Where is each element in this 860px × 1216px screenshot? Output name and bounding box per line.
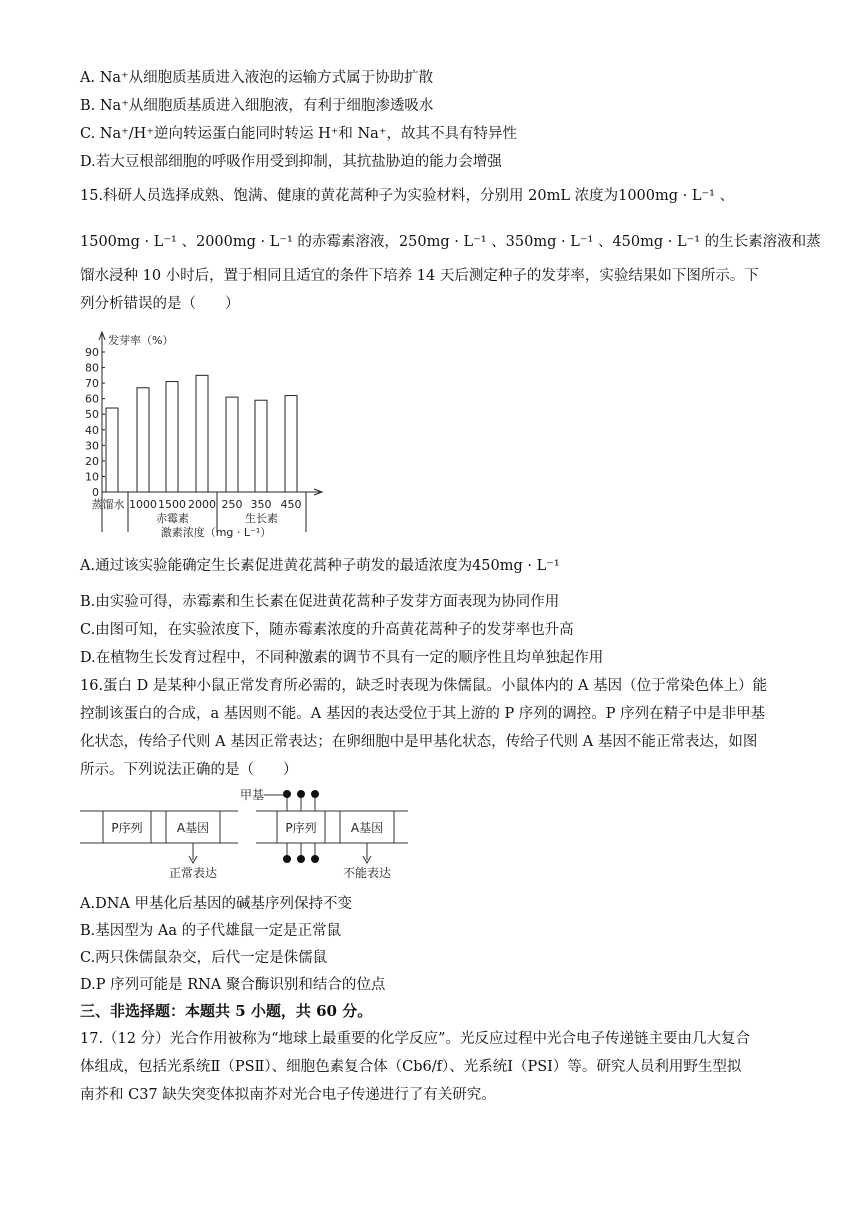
y-tick-label: 80	[85, 361, 99, 375]
y-tick-label: 10	[85, 470, 99, 484]
methylation-diagram	[78, 785, 413, 885]
bar-450	[285, 396, 297, 492]
a-gene-label-methylated: A基因	[350, 821, 384, 835]
y-tick-label: 50	[85, 408, 99, 422]
bar-2000	[196, 375, 208, 492]
x-category-label: 350	[250, 498, 272, 511]
x-category-label: 1500	[158, 498, 186, 511]
normal-expression-label: 正常表达	[168, 866, 218, 880]
p-sequence-label-methylated: P序列	[285, 821, 317, 835]
x-axis-label: 激素浓度（mg · L⁻¹）	[160, 526, 272, 539]
q15-option-b: B.由实验可得，赤霉素和生长素在促进黄花蒿种子发芽方面表现为协同作用	[80, 594, 560, 610]
methyl-group-dot	[311, 790, 319, 798]
y-tick-label: 20	[85, 454, 99, 468]
x-category-label: 450	[280, 498, 302, 511]
y-tick-label: 70	[85, 377, 99, 391]
q16-stem-line4: 所示。下列说法正确的是（ ）	[80, 762, 298, 778]
q16-option-a: A.DNA 甲基化后基因的碱基序列保持不变	[80, 896, 352, 912]
q16-option-c: C.两只侏儒鼠杂交，后代一定是侏儒鼠	[80, 950, 328, 966]
y-axis-label: 发芽率（%）	[108, 334, 174, 347]
q17-stem-line2: 体组成，包括光系统Ⅱ（PSⅡ）、细胞色素复合体（Cb6/f）、光系统Ⅰ（PSⅠ）等。研究人员利用野生型拟	[80, 1059, 742, 1075]
methyl-group-dot	[297, 790, 305, 798]
x-category-label: 1000	[129, 498, 157, 511]
q16-option-b: B.基因型为 Aa 的子代雄鼠一定是正常鼠	[80, 923, 342, 939]
y-tick-label: 90	[85, 346, 99, 359]
methylated-diagram	[240, 788, 408, 880]
no-expression-label: 不能表达	[342, 866, 392, 880]
x-category-label: 250	[221, 498, 243, 511]
y-tick-label: 60	[85, 392, 99, 406]
methyl-group-dot	[283, 855, 291, 863]
q15-option-a: A.通过该实验能确定生长素促进黄花蒿种子萌发的最适浓度为450mg · L⁻¹	[80, 558, 560, 574]
unmethylated-diagram	[80, 811, 238, 880]
methyl-group-dot	[311, 855, 319, 863]
methyl-label: 甲基	[240, 788, 265, 802]
q16-option-d: D.P 序列可能是 RNA 聚合酶识别和结合的位点	[80, 977, 386, 993]
q17-stem-line3: 南芥和 C37 缺失突变体拟南芥对光合电子传递进行了有关研究。	[80, 1087, 496, 1103]
y-tick-label: 0	[92, 486, 99, 499]
q14-option-c: C. Na⁺/H⁺逆向转运蛋白能同时转运 H⁺和 Na⁺，故其不具有特异性	[80, 126, 517, 142]
bar-350	[255, 400, 267, 492]
q15-stem-line4: 列分析错误的是（ ）	[80, 296, 240, 312]
q15-stem-line1: 15.科研人员选择成熟、饱满、健康的黄花蒿种子为实验材料，分别用 20mL 浓度为1000mg · L⁻¹ 、	[80, 188, 735, 204]
section-3-title: 三、非选择题：本题共 5 小题，共 60 分。	[80, 1002, 373, 1020]
x-category-label: 蒸馏水	[91, 498, 125, 511]
q17-stem-line1: 17.（12 分）光合作用被称为“地球上最重要的化学反应”。光反应过程中光合电子传递链主要由几大复合	[80, 1031, 750, 1047]
q15-option-d: D.在植物生长发育过程中，不同种激素的调节不具有一定的顺序性且均单独起作用	[80, 650, 604, 666]
bar-蒸馏水	[106, 408, 118, 492]
q15-option-c: C.由图可知，在实验浓度下，随赤霉素浓度的升高黄花蒿种子的发芽率也升高	[80, 622, 574, 638]
y-tick-label: 40	[85, 423, 99, 437]
q15-stem-line3: 馏水浸种 10 小时后，置于相同且适宜的条件下培养 14 天后测定种子的发芽率，实验结果如下图所示。下	[80, 268, 759, 284]
bar-250	[226, 397, 238, 492]
q14-option-d: D.若大豆根部细胞的呼吸作用受到抑制，其抗盐胁迫的能力会增强	[80, 154, 502, 170]
methyl-group-dot	[297, 855, 305, 863]
bar-1000	[137, 388, 149, 492]
x-group-label: 赤霉素	[156, 512, 189, 525]
bar-1500	[166, 382, 178, 492]
methyl-group-dot	[283, 790, 291, 798]
q16-stem-line2: 控制该蛋白的合成，a 基因则不能。A 基因的表达受位于其上游的 P 序列的调控。P 序列在精子中是非甲基	[80, 706, 766, 722]
y-tick-label: 30	[85, 439, 99, 453]
x-group-label: 生长素	[245, 512, 278, 525]
p-sequence-label: P序列	[111, 821, 143, 835]
germination-rate-chart	[80, 326, 330, 541]
a-gene-label: A基因	[176, 821, 210, 835]
q16-stem-line3: 化状态，传给子代则 A 基因正常表达；在卵细胞中是甲基化状态，传给子代则 A 基因不能正常表达，如图	[80, 734, 758, 750]
x-category-label: 2000	[188, 498, 216, 511]
q15-stem-line2: 1500mg · L⁻¹ 、2000mg · L⁻¹ 的赤霉素溶液，250mg · L⁻¹ 、350mg · L⁻¹ 、450mg · L⁻¹ 的生长素溶液和蒸	[80, 234, 821, 250]
q14-option-a: A. Na⁺从细胞质基质进入液泡的运输方式属于协助扩散	[80, 70, 434, 86]
q16-stem-line1: 16.蛋白 D 是某种小鼠正常发育所必需的，缺乏时表现为侏儒鼠。小鼠体内的 A 基因（位于常染色体上）能	[80, 678, 768, 694]
q14-option-b: B. Na⁺从细胞质基质进入细胞液，有利于细胞渗透吸水	[80, 98, 434, 114]
